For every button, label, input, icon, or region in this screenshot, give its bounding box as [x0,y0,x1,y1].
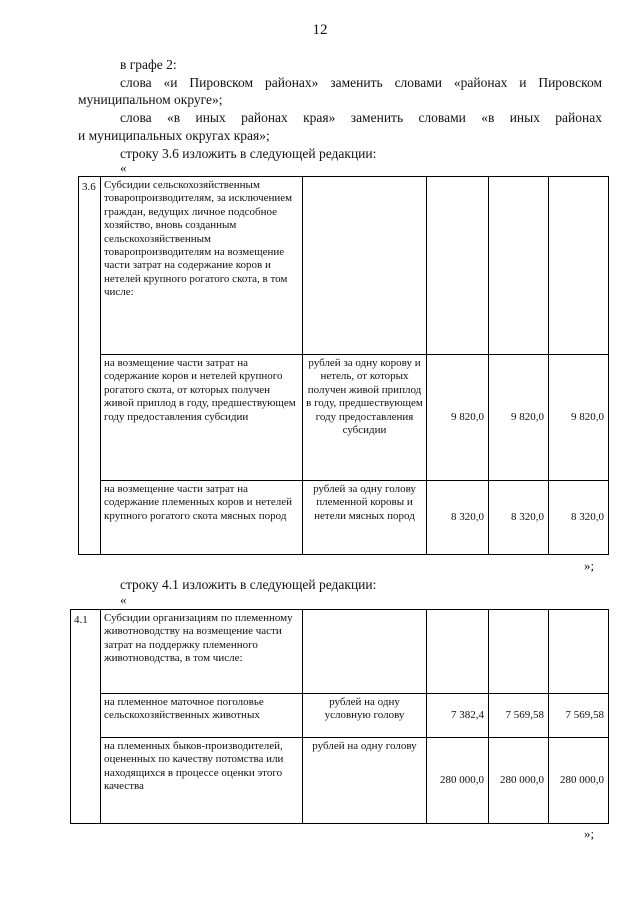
row-description: на племенных быков-производителей, оцененных по качеству потомства или находящихся в процессе оценки этого качества [101,738,303,824]
row-unit: рублей на одну условную голову [303,694,427,738]
close-mark-2: »; [584,826,595,841]
close-mark-1: »; [584,558,595,573]
intro-line-4: строку 3.6 изложить в следующей редакции: [120,146,377,161]
line-5: строку 4.1 изложить в следующей редакции: [120,577,377,592]
empty-cell [489,610,549,694]
row-title: Субсидии организациям по племенному животноводству на возмещение части затрат на поддержку племенного животноводства, в том числе: [101,610,303,694]
value-cell: 7 569,58 [489,694,549,738]
empty-cell [549,177,609,355]
value-cell: 280 000,0 [549,738,609,824]
open-quote-1: « [120,160,127,175]
empty-cell [549,610,609,694]
value-cell: 8 320,0 [427,481,489,555]
value-cell: 7 569,58 [549,694,609,738]
value-cell: 280 000,0 [489,738,549,824]
row-unit: рублей за одну корову и нетель, от которых получен живой приплод в году, предшествующем году предоставления субсидии [303,355,427,481]
intro-line-3b: и муниципальных округах края»; [78,128,270,143]
value-cell: 9 820,0 [549,355,609,481]
row-unit: рублей на одну голову [303,738,427,824]
table-row [79,177,609,355]
table-row [79,481,609,555]
empty-cell [303,610,427,694]
row-description: на племенное маточное поголовье сельскохозяйственных животных [101,694,303,738]
intro-line-3a: слова «в иных районах края» заменить словами «в иных районах [120,110,602,125]
row-title: Субсидии сельскохозяйственным товаропроизводителям, за исключением граждан, ведущих личное подсобное хозяйство, вновь созданным сельскохозяйственным товаропроизводителям на возмещение части затрат на содержание коров и нетелей крупного рогатого скота, в том числе: [101,177,303,355]
row-index: 4.1 [71,610,101,824]
empty-cell [427,177,489,355]
table-row-3-6 [78,176,609,555]
row-description: на возмещение части затрат на содержание коров и нетелей крупного рогатого скота, от которых получен живой приплод в году, предшествующем году предоставления субсидии [101,355,303,481]
table-row [71,610,609,694]
page-number: 12 [312,22,328,38]
value-cell: 280 000,0 [427,738,489,824]
empty-cell [427,610,489,694]
row-unit: рублей за одну голову племенной коровы и нетели мясных пород [303,481,427,555]
row-description: на возмещение части затрат на содержание племенных коров и нетелей крупного рогатого скота мясных пород [101,481,303,555]
value-cell: 8 320,0 [549,481,609,555]
row-index: 3.6 [79,177,101,555]
intro-line-2b: муниципальном округе»; [78,92,223,107]
intro-line-2a: слова «и Пировском районах» заменить словами «районах и Пировском [120,75,602,90]
value-cell: 7 382,4 [427,694,489,738]
table-row [79,355,609,481]
empty-cell [303,177,427,355]
value-cell: 9 820,0 [489,355,549,481]
value-cell: 9 820,0 [427,355,489,481]
table-row [71,738,609,824]
empty-cell [489,177,549,355]
open-quote-2: « [120,592,127,607]
table-row [71,694,609,738]
table-row-4-1 [70,609,609,824]
intro-line-1: в графе 2: [120,57,177,72]
value-cell: 8 320,0 [489,481,549,555]
